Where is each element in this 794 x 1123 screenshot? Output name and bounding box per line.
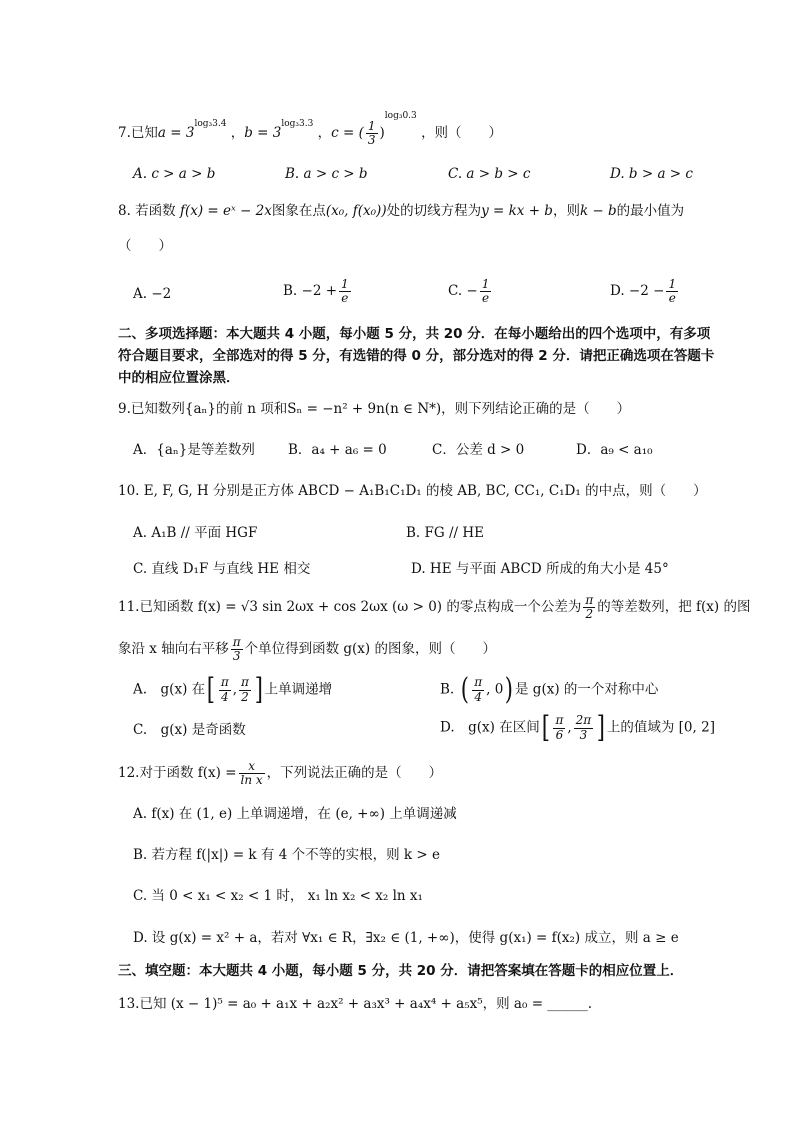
q7-b: b = 3	[244, 125, 282, 142]
q13-stem: 13.已知 (x − 1)⁵ = a₀ + a₁x + a₂x² + a₃x³ + a₄x⁴ + a₅x⁵，则 a₀ = ______.	[118, 996, 593, 1012]
q11-option-a-frac2: $\frac{\pi}{2}$	[241, 675, 249, 704]
q8-tangent: y = kx + b	[481, 203, 553, 219]
q12-stem	[118, 760, 442, 787]
q8-option-b-frac: $\frac{1}{e}$	[341, 277, 349, 306]
q10-option-a: A. A₁B // 平面 HGF	[133, 525, 258, 541]
q8-text-c: 图象在点	[271, 203, 326, 219]
q12-option-a: A. f(x) 在 (1, e) 上单调递增，在 (e, +∞) 上单调递减	[133, 806, 457, 822]
q11-option-c: C. g(x) 是奇函数	[133, 722, 246, 738]
q8-option-b	[283, 278, 353, 305]
q12-option-c: C. 当 0 < x₁ < x₂ < 1 时， x₁ ln x₂ < x₂ ln x₁	[133, 888, 423, 904]
q11-line2	[118, 636, 496, 663]
q11-option-d-post: 上的值域为 [0, 2]	[606, 719, 715, 736]
q11-option-b-pre: B.	[440, 681, 455, 698]
q7-option-b: B. a > c > b	[285, 166, 368, 182]
q8-text-e: 处的切线方程为	[386, 203, 482, 219]
q11-line2-frac: $\frac{\pi}{3}$	[232, 635, 241, 664]
q11-line1-pre: 11.已知函数 f(x) = √3 sin 2ωx + cos 2ωx (ω > 0) 的零点构成一个公差为	[118, 599, 582, 616]
q11-line1-frac: $\frac{\pi}{2}$	[585, 593, 594, 622]
q11-line1	[118, 594, 750, 621]
q12-stem-frac: $\frac{x}{\text{ln x}}$	[240, 759, 263, 788]
q8-option-a: A. −2	[133, 286, 172, 302]
q8-paren: （ ）	[118, 238, 172, 254]
q11-line2-pre: 象沿 x 轴向右平移	[118, 641, 229, 658]
section3-heading: 三、填空题：本大题共 4 小题，每小题 5 分，共 20 分．请把答案填在答题卡的相应位置上．	[118, 963, 684, 979]
q8-option-d-frac: $\frac{1}{e}$	[668, 277, 677, 306]
q7-a: a = 3	[157, 125, 195, 142]
q11-option-a-pre: A. g(x) 在	[133, 681, 206, 698]
q9-option-d: D．a₉ < a₁₀	[576, 442, 653, 458]
q8-kb: k − b	[579, 203, 617, 219]
section2-line3: 中的相应位置涂黑．	[118, 370, 240, 386]
q7-c-exp: log₃0.3	[384, 110, 417, 121]
q7-stem: 7.已知$a = 3^{log_33.4}$ ，$b = 3^{log_33.3}$ ，c = ( $\frac{1}{3}$ )$^{log_30.3}$ ，则（ ）	[118, 110, 503, 148]
q11-line1-post: 的等差数列，把 f(x) 的图	[597, 599, 751, 616]
q11-option-d-frac2: $\frac{2\pi}{3}$	[575, 713, 592, 742]
q11-option-b-tail: 是 g(x) 的一个对称中心	[515, 681, 659, 698]
q7-a-exp: log₃3.4	[194, 118, 227, 129]
q11-option-a-rbracket: ]	[254, 672, 263, 707]
q8-point: (x₀, f(x₀))	[325, 203, 387, 219]
q11-option-b	[440, 672, 659, 707]
q7-c: c = (	[331, 125, 364, 142]
q10-option-b: B. FG // HE	[406, 525, 484, 541]
q8-text-a: 8. 若函数	[118, 203, 176, 219]
q8-option-c-label: C. −	[448, 283, 478, 300]
q11-option-d-frac1: $\frac{\pi}{6}$	[555, 713, 564, 742]
q9-option-b: B．a₄ + a₆ = 0	[288, 442, 387, 458]
q8-text-i: 的最小值为	[616, 203, 685, 219]
q12-option-b: B. 若方程 f(|x|) = k 有 4 个不等的实根，则 k > e	[133, 847, 440, 863]
q7-option-a: A. c > a > b	[133, 166, 216, 182]
q10-option-c: C. 直线 D₁F 与直线 HE 相交	[133, 561, 311, 577]
section2-line1: 二、多项选择题：本大题共 4 小题，每小题 5 分，共 20 分．在每小题给出的四个选项中，有多项	[118, 326, 711, 342]
q7-option-c: C. a > b > c	[448, 166, 531, 182]
q8-option-d	[610, 278, 680, 305]
q11-option-a-frac1: $\frac{\pi}{4}$	[220, 675, 229, 704]
q10-option-d: D. HE 与平面 ABCD 所成的角大小是 45°	[411, 561, 669, 577]
q11-option-d: D. g(x) 在区间[ $\frac{\pi}{6}$ , $\frac{2\pi}{3}$ ] 上的值域为 [0, 2]	[440, 710, 715, 745]
q11-option-b-post: , 0	[486, 681, 504, 698]
section2-line2: 符合题目要求，全部选对的得 5 分，有选错的得 0 分，部分选对的得 2 分．请把正确选项在答题卡	[118, 348, 715, 364]
q11-option-a-lbracket: [	[206, 672, 216, 707]
q11-option-d-rbracket: ]	[596, 710, 606, 745]
q7-b-exp: log₃3.3	[281, 118, 314, 129]
q11-option-d-pre: D. g(x) 在区间	[440, 719, 540, 736]
q7-c-close: )	[379, 125, 385, 142]
q8-stem	[118, 205, 684, 219]
q9-stem: 9.已知数列{aₙ}的前 n 项和Sₙ = −n² + 9n(n ∈ N*)，则下列结论正确的是（ ）	[118, 401, 631, 417]
q8-option-c-frac: $\frac{1}{e}$	[481, 277, 490, 306]
q7-c-frac: $\frac{1}{3}$	[367, 119, 376, 148]
q11-option-b-rparen: )	[505, 672, 514, 707]
q8-option-b-label: B. −2 +	[283, 283, 338, 300]
q11-option-b-frac: $\frac{\pi}{4}$	[474, 675, 483, 704]
q10-stem: 10. E, F, G, H 分别是正方体 ABCD − A₁B₁C₁D₁ 的棱 AB, BC, CC₁, C₁D₁ 的中点，则（ ）	[118, 483, 707, 499]
q8-text-g: ，则	[552, 203, 580, 219]
q11-line2-post: 个单位得到函数 g(x) 的图象，则（ ）	[244, 641, 496, 658]
q7-option-d: D. b > a > c	[610, 166, 693, 182]
q11-option-d-lbracket: [	[541, 710, 550, 745]
q11-option-a: A. g(x) 在[ $\frac{\pi}{4}$ , $\frac{\pi}{2}$ ] 上单调递增	[133, 672, 333, 707]
q12-stem-post: ，下列说法正确的是（ ）	[266, 765, 443, 782]
q12-stem-pre: 12.对于函数 f(x) =	[118, 765, 237, 782]
q11-option-b-lparen: (	[460, 672, 469, 707]
q7-prefix: 7.已知	[118, 125, 158, 142]
q12-option-d: D. 设 g(x) = x² + a，若对 ∀x₁ ∈ R，∃x₂ ∈ (1, +∞)，使得 g(x₁) = f(x₂) 成立，则 a ≥ e	[133, 930, 679, 946]
q8-function: f(x) = eˣ − 2x	[179, 203, 272, 219]
q8-option-d-label: D. −2 −	[610, 283, 665, 300]
q11-option-a-post: 上单调递增	[264, 681, 333, 698]
q9-option-a: A．{aₙ}是等差数列	[133, 442, 255, 458]
q7-suffix: ，则（ ）	[421, 125, 503, 142]
q9-option-c: C．公差 d > 0	[432, 442, 525, 458]
q8-option-c	[448, 278, 493, 305]
